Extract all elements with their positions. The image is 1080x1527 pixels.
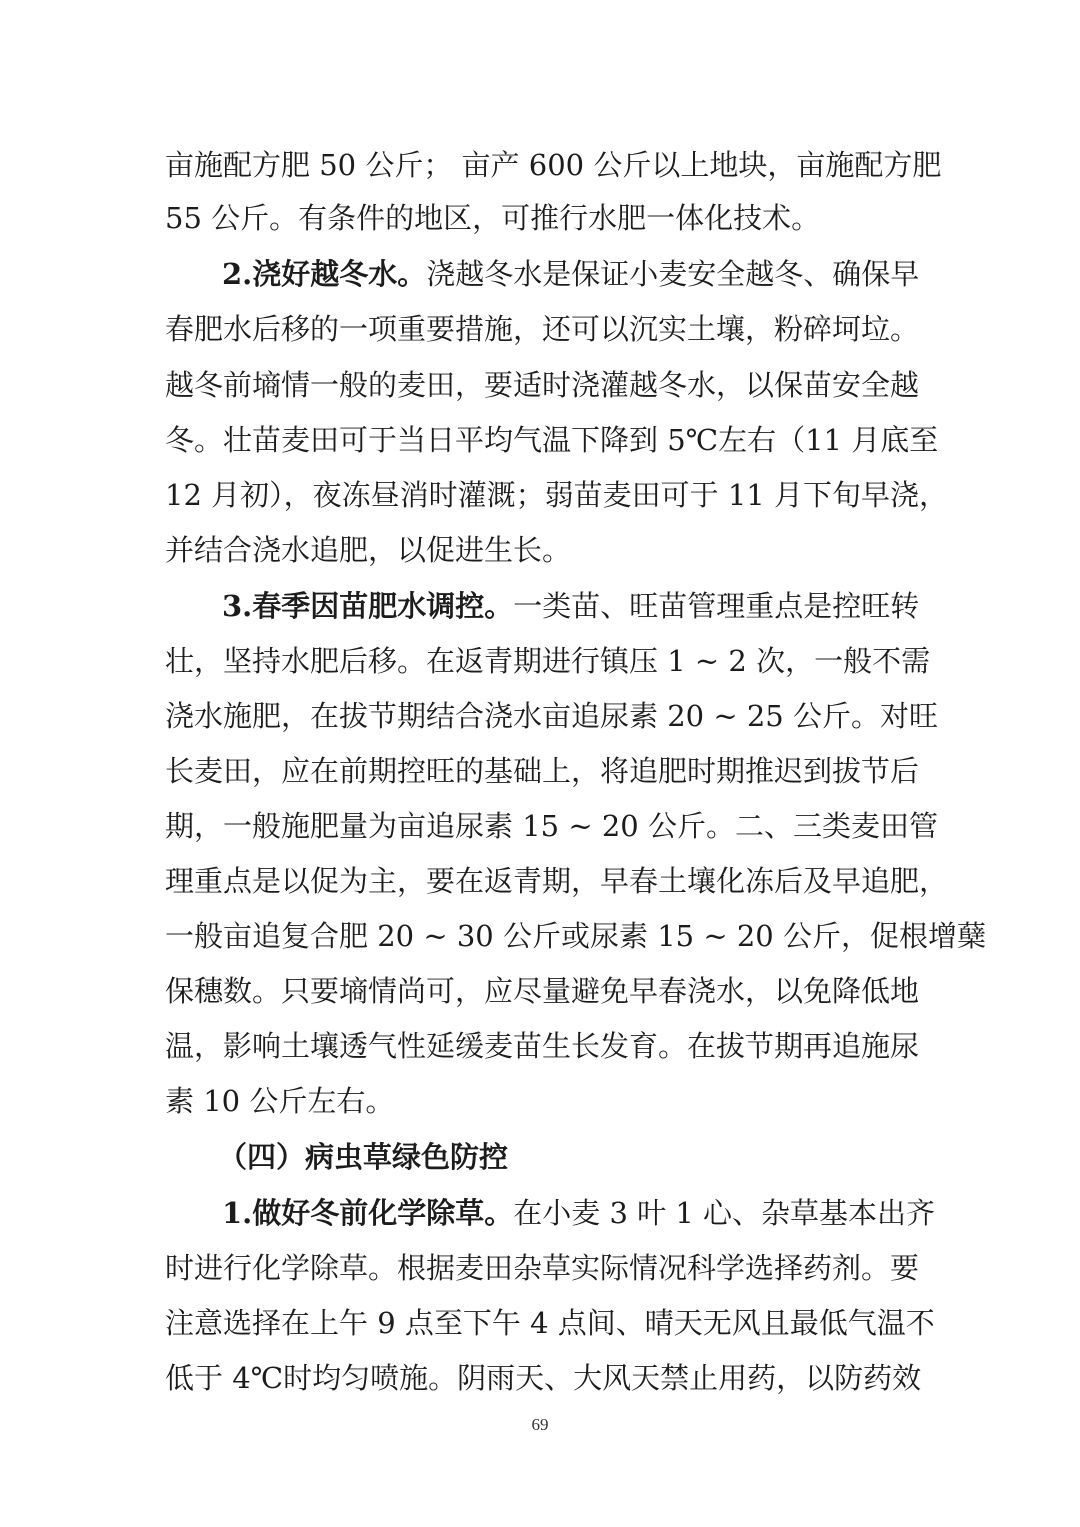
section-heading: （四）病虫草绿色防控 <box>218 1140 509 1174</box>
body-line: 注意选择在上午 9 点至下午 4 点间、晴天无风且最低气温不 <box>165 1306 935 1340</box>
body-line: 浇水施肥，在拔节期结合浇水亩追尿素 20 ~ 25 公斤。对旺 <box>165 699 938 733</box>
body-line: 长麦田，应在前期控旺的基础上，将追肥时期推迟到拔节后 <box>165 754 920 788</box>
body-line: 壮，坚持水肥后移。在返青期进行镇压 1 ~ 2 次，一般不需 <box>165 644 931 678</box>
body-line: 时进行化学除草。根据麦田杂草实际情况科学选择药剂。要 <box>165 1251 920 1285</box>
body-line: 并结合浇水追肥，以促进生长。 <box>165 533 572 567</box>
body-line: 一般亩追复合肥 20 ~ 30 公斤或尿素 15 ~ 20 公斤，促根增蘖 <box>165 919 986 953</box>
paragraph-first-line <box>222 246 920 302</box>
body-line: 55 公斤。有条件的地区，可推行水肥一体化技术。 <box>165 201 821 235</box>
item-text: 在小麦 3 叶 1 心、杂草基本出齐 <box>513 1196 936 1230</box>
body-line: 期，一般施肥量为亩追尿素 15 ~ 20 公斤。二、三类麦田管 <box>165 809 938 843</box>
paragraph-first-line <box>222 1185 936 1241</box>
item-title: 3.春季因苗肥水调控。 <box>222 589 514 623</box>
body-line: 低于 4℃时均匀喷施。阴雨天、大风天禁止用药，以防药效 <box>165 1361 922 1395</box>
body-line: 素 10 公斤左右。 <box>165 1084 395 1118</box>
item-title: 1.做好冬前化学除草。 <box>222 1196 514 1230</box>
body-line: 12 月初），夜冻昼消时灌溉；弱苗麦田可于 11 月下旬早浇， <box>165 478 948 512</box>
item-text: 一类苗、旺苗管理重点是控旺转 <box>513 589 920 623</box>
body-line: 春肥水后移的一项重要措施，还可以沉实土壤，粉碎坷垃。 <box>165 312 920 346</box>
item-title: 2.浇好越冬水。 <box>222 257 427 291</box>
body-line: 理重点是以促为主，要在返青期，早春土壤化冻后及早追肥， <box>165 864 949 898</box>
body-line: 温，影响土壤透气性延缓麦苗生长发育。在拔节期再追施尿 <box>165 1029 920 1063</box>
body-line: 保穗数。只要墒情尚可，应尽量避免早春浇水，以免降低地 <box>165 974 920 1008</box>
item-text: 浇越冬水是保证小麦安全越冬、确保早 <box>426 257 920 291</box>
body-line: 冬。壮苗麦田可于当日平均气温下降到 5℃左右（11 月底至 <box>165 423 939 457</box>
body-line: 越冬前墒情一般的麦田，要适时浇灌越冬水，以保苗安全越 <box>165 368 920 402</box>
paragraph-first-line <box>222 578 920 634</box>
body-line: 亩施配方肥 50 公斤； 亩产 600 公斤以上地块，亩施配方肥 <box>165 148 942 182</box>
page-number: 69 <box>531 1415 549 1434</box>
